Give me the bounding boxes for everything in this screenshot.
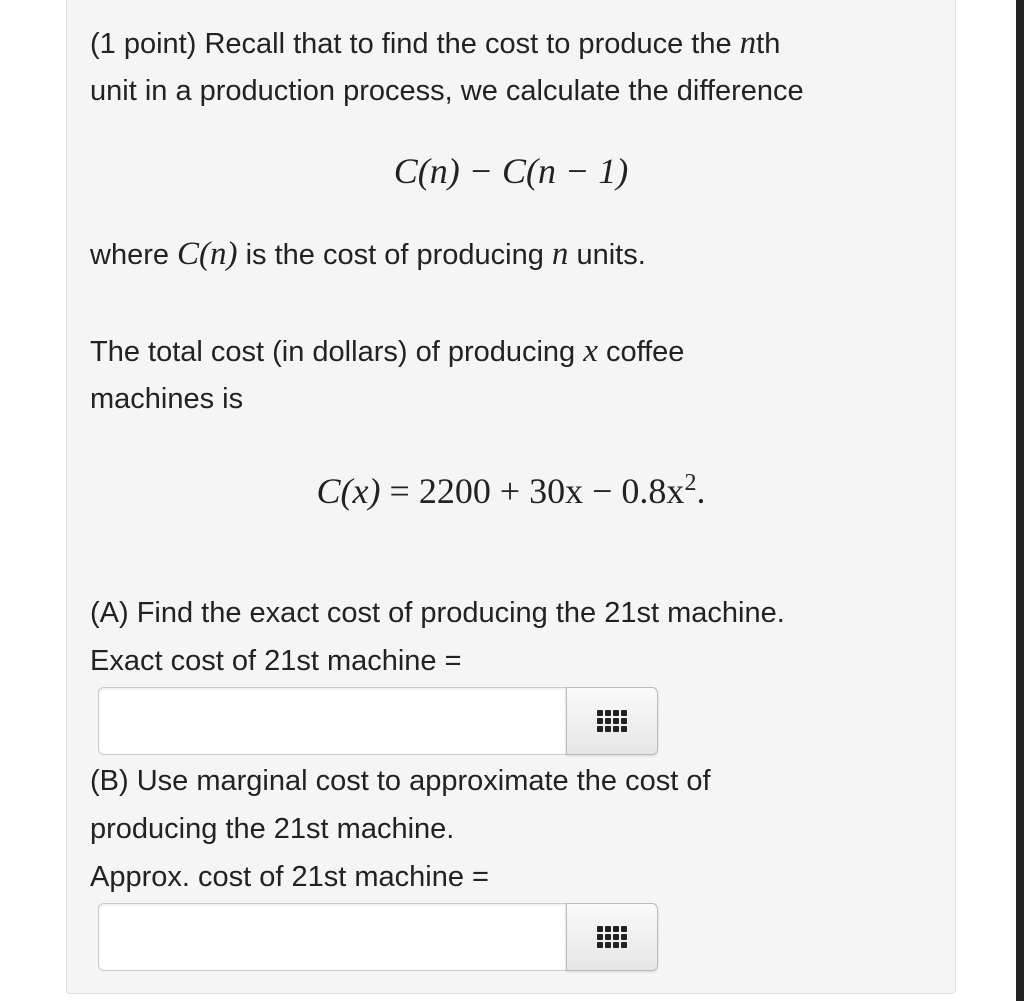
cost-function-exponent: 2 [684, 470, 697, 496]
points-label: (1 point) [90, 28, 197, 60]
cost-function-rhs: = 2200 + 30x − 0.8x [380, 471, 685, 511]
problem-panel [66, 0, 956, 994]
where-text-a: where [90, 239, 178, 271]
where-text-c: units. [568, 239, 646, 271]
part-b-palette-button[interactable] [566, 903, 658, 971]
part-b-label: Approx. cost of 21st machine = [90, 861, 489, 893]
cost-function-lhs: C(x) [316, 471, 381, 511]
intro-text-b: th [756, 28, 781, 60]
window-edge-bar [1016, 0, 1024, 1001]
part-a-label: Exact cost of 21st machine = [90, 645, 462, 677]
intro-text-a: Recall that to find the cost to produce the [204, 28, 740, 60]
where-line [90, 230, 646, 279]
total-cost-var-x: x [583, 333, 598, 369]
part-b-question-line-1: (B) Use marginal cost to approximate the cost of [90, 765, 711, 797]
difference-formula-text: C(n) − C(n − 1) [393, 151, 629, 191]
where-var-n: n [551, 236, 569, 272]
cost-function-tail: . [696, 471, 706, 511]
part-a-question: (A) Find the exact cost of producing the 21st machine. [90, 597, 785, 629]
grid-palette-icon [597, 710, 627, 732]
intro-line-1 [90, 19, 780, 68]
where-text-b: is the cost of producing [237, 239, 552, 271]
difference-formula [67, 147, 955, 195]
cost-function [67, 459, 955, 515]
total-cost-line-2: machines is [90, 383, 244, 415]
part-a-palette-button[interactable] [566, 687, 658, 755]
part-a-answer-input[interactable] [98, 687, 566, 755]
total-cost-line-1 [90, 327, 684, 376]
part-b-answer-input[interactable] [98, 903, 566, 971]
part-b-question-line-2: producing the 21st machine. [90, 813, 455, 845]
grid-palette-icon [597, 926, 627, 948]
intro-line-2: unit in a production process, we calculate the difference [90, 75, 804, 107]
total-cost-text-a: The total cost (in dollars) of producing [90, 336, 584, 368]
where-math: C(n) [177, 236, 238, 272]
total-cost-text-b: coffee [597, 336, 685, 368]
intro-var-n: n [739, 25, 757, 61]
